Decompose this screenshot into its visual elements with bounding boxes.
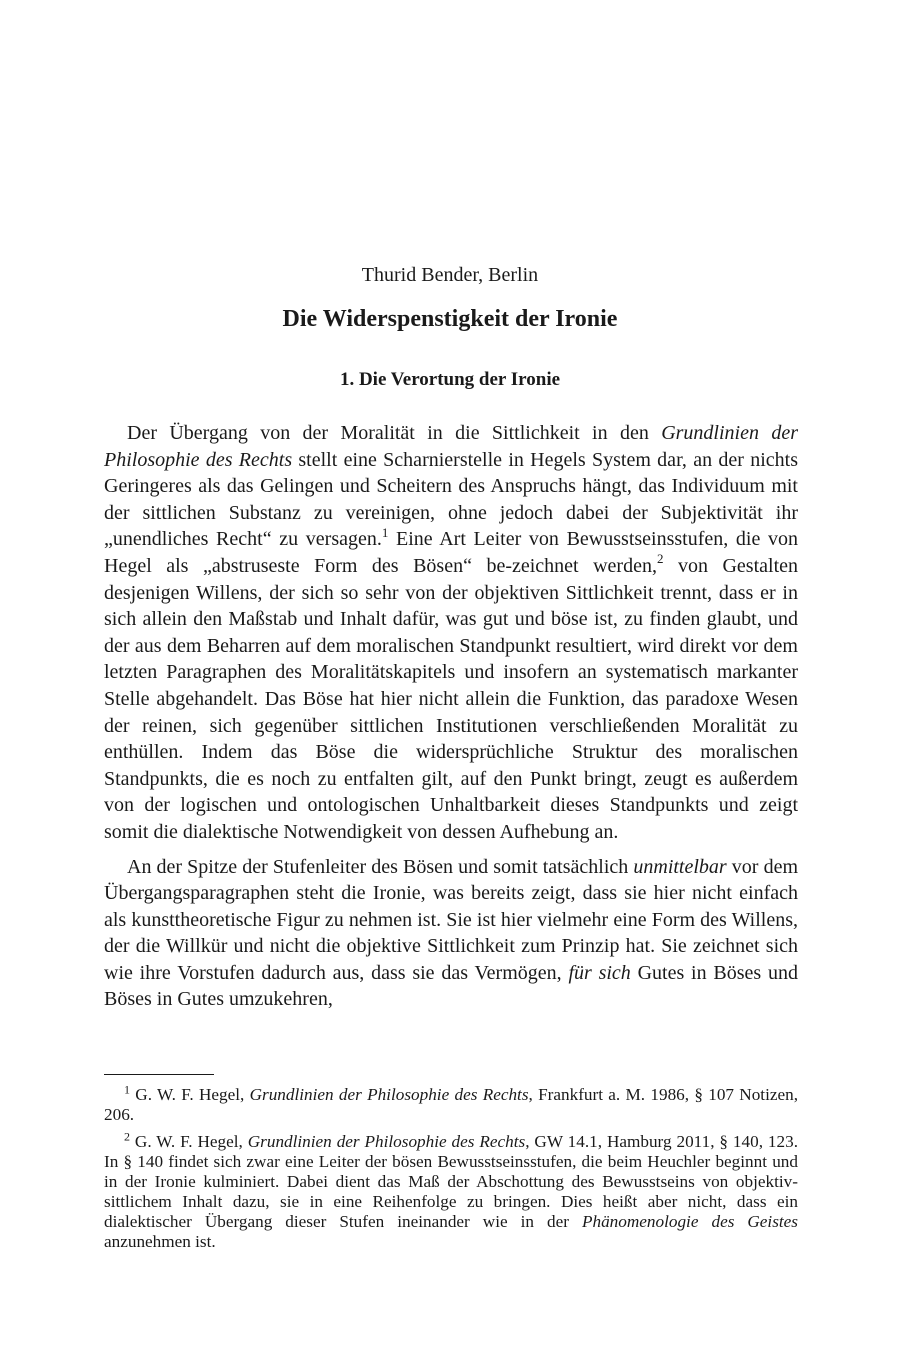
paragraph-1 [104,420,798,846]
p1-text-e: von Gestalten desjenigen Willens, der sich so sehr von der objektiven Sittlichkeit trennt, dass er in sich allein den Maßstab und Inhalt dafür, was gut und böse ist, zu finden glaubt, und der aus dem Beharren auf dem moralischen Standpunkt resultiert, wird direkt vor dem letzten Paragraphen des Moralitätskapitels und insofern an systematisch markanter Stelle abgehandelt. Das Böse hat hier nicht allein die Funktion, das paradoxe Wesen der reinen, sich gegenüber sittlichen Institutionen verschließenden Moralität zu enthüllen. Indem das Böse die widersprüchliche Struktur des moralischen Standpunkts, die es noch zu entfalten gilt, auf den Punkt bringt, zeugt es außerdem von der logischen und ontologischen Unhaltbarkeit dieses Standpunkts und zeigt somit die dialektische Notwendigkeit von dessen Aufhebung an. [104,554,799,843]
fn2-italic-phaenomenologie: Phänomenologie des Geistes [581,1212,798,1231]
p1-text-a: Der Übergang von der Moralität in die Sittlichkeit in den [127,422,662,444]
p2-italic-fuer-sich: für sich [568,961,631,984]
p1-text-c: stellt eine Scharnierstelle in Hegels System dar, an der nichts Geringeres als das Gelingen und Scheitern des Anspruchs hängt, das Individuum mit der sittlichen Substanz zu vereinigen, ohne jedoch dabei der Subjektivität ihr „unendliches Recht“ zu versagen. [104,448,798,551]
fn1-text-a: G. W. F. Hegel, [130,1085,250,1104]
footnote-separator [104,1074,214,1075]
footnotes [104,1082,799,1252]
footnote-number: 2 [124,1129,130,1144]
fn2-text-c: , GW 14.1, Hamburg 2011, § 140, 123. In § 140 findet sich zwar eine Leiter der bösen Bewusstseinsstufen, die beim Heuchler beginnt und in der Ironie kulminiert. Dabei dient das Maß der Abschottung des Bewusstseins von objektiv-sittlichem Inhalt dazu, sie in eine Reihenfolge zu bringen. Dies heißt aber nicht, dass ein dialektischer Übergang dieser Stufen ineinander wie in der [104,1132,799,1231]
fn1-italic-title: Grundlinien der Philosophie des Rechts [249,1085,529,1104]
p2-text-c: vor dem Übergangsparagraphen steht die Ironie, was bereits zeigt, dass sie hier nicht einfach als kunsttheoretische Figur zu nehmen ist. Sie ist hier vielmehr eine Form des Willens, der die Willkür und nicht die objektive Sittlichkeit zum Prinzip hat. Sie zeichnet sich wie ihre Vorstufen dadurch aus, dass sie das Vermögen, [104,855,798,984]
author-line: Thurid Bender, Berlin [361,264,539,286]
footnote-ref-1[interactable]: 1 [381,524,389,540]
article-title: Die Widerspenstigkeit der Ironie [282,306,618,332]
p2-italic-unmittelbar: unmittelbar [633,855,727,878]
footnote-ref-2[interactable]: 2 [656,551,664,567]
body-text [104,420,798,1013]
fn2-text-a: G. W. F. Hegel, [130,1132,248,1151]
paragraph-2 [104,854,798,1014]
fn2-text-e: anzunehmen ist. [104,1232,216,1251]
footnote-number: 1 [124,1082,130,1097]
fn1-text-c: , Frankfurt a. M. 1986, § 107 Notizen, 206. [104,1085,798,1124]
footnote-1 [104,1082,798,1125]
footnote-2 [104,1129,799,1252]
p1-italic-title: Grundlinien der Philosophie des Rechts [104,422,798,471]
p1-text-d: Eine Art Leiter von Bewusstseinsstufen, die von Hegel als „abstruseste Form des Bösen“ be-zeichnet werden, [104,528,798,577]
p2-text-a: An der Spitze der Stufenleiter des Bösen und somit tatsächlich [127,855,634,878]
section-heading: 1. Die Verortung der Ironie [339,369,561,390]
fn2-italic-title: Grundlinien der Philosophie des Rechts [247,1132,526,1151]
p2-text-e: Gutes in Böses und Böses in Gutes umzukehren, [104,961,798,1011]
